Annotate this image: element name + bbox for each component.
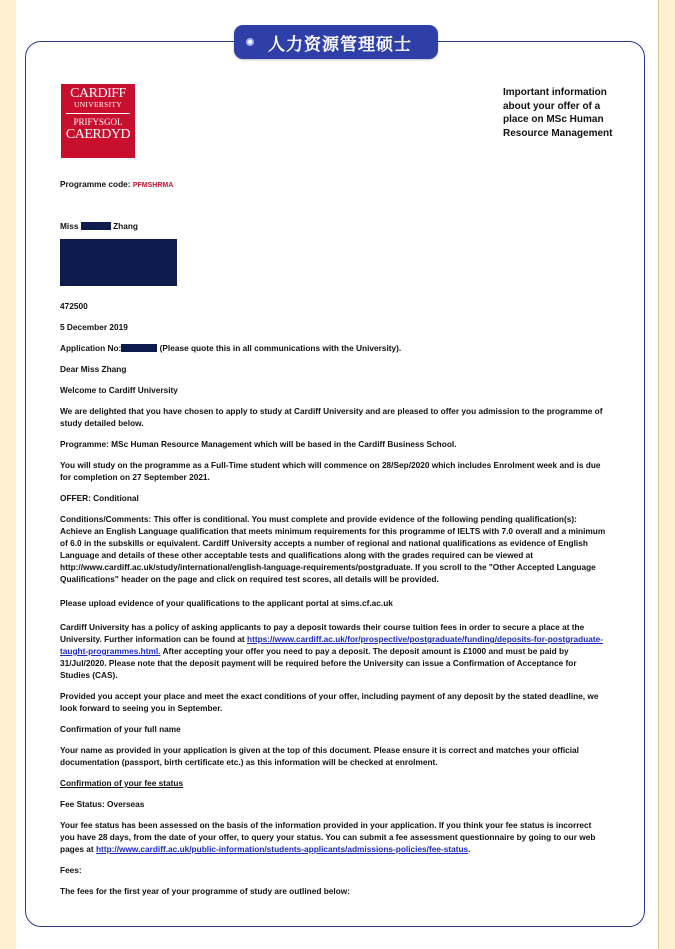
programme-code-label: Programme code:	[60, 179, 131, 189]
logo-line1: CARDIFF	[70, 86, 126, 101]
heading-full-name: Confirmation of your full name	[60, 724, 181, 734]
offer-info-heading: Important information about your offer of a place on MSc Human Resource Management	[503, 87, 613, 139]
redacted-given-name	[81, 222, 111, 230]
letter-date: 5 December 2019	[60, 322, 128, 332]
fee-text-a: Your fee status has been assessed on the basis of the information provided in your application. If you think your fee status is incorrect you have 28 days, from the date of your offer, to query your status. You can submit a fee assessment questionnaire by going to our web pages at	[60, 820, 596, 854]
greeting: Dear Miss Zhang	[60, 364, 127, 374]
recipient-name	[60, 220, 608, 232]
welcome-line: Welcome to Cardiff University	[60, 385, 178, 395]
letter-frame	[25, 41, 645, 927]
paragraph-delighted: We are delighted that you have chosen to apply to study at Cardiff University and are pleased to offer you admission to the programme of study detailed below.	[60, 406, 603, 428]
bullet-icon	[246, 38, 254, 46]
fee-text-end: .	[468, 844, 471, 854]
reference-number: 472500	[60, 301, 88, 311]
paragraph-upload: Please upload evidence of your qualifications to the applicant portal at sims.cf.ac.uk	[60, 598, 393, 608]
fee-status-value: Fee Status: Overseas	[60, 799, 145, 809]
left-margin-strip	[0, 0, 17, 949]
banner-title	[234, 25, 438, 59]
paragraph-fulltime: You will study on the programme as a Full-Time student which will commence on 28/Sep/2020 which includes Enrolment week and is due for completion on 27 September 2021.	[60, 460, 601, 482]
heading-fee-status: Confirmation of your fee status	[60, 778, 184, 788]
logo-line4: CAERDYD	[65, 127, 131, 142]
paragraph-provided: Provided you accept your place and meet the exact conditions of your offer, including payment of any deposit by the stated deadline, we look forward to seeing you in September.	[60, 691, 599, 713]
banner-title-text: 人力资源管理硕士	[268, 34, 412, 55]
paragraph-fee	[60, 819, 608, 855]
recipient-surname: Zhang	[113, 221, 138, 231]
logo-line2: UNIVERSITY	[74, 100, 122, 109]
deposit-text-b: After accepting your offer you need to pay a deposit. The deposit amount is £1000 and must be paid by 31/Jul/2020. Please note that the deposit payment will be required before the University can issue a Confirmation of Acceptance for Studies (CAS).	[60, 646, 577, 680]
logo-divider	[66, 113, 130, 114]
paragraph-conditions: Conditions/Comments: This offer is conditional. You must complete and provide evidence of the following pending qualification(s): Achieve an English Language qualification that meets minimum requirements for this programme of IELTS with 7.0 overall and a minimum of 6.0 in the subskills or equivalent. Cardiff University accepts a number of regional and national qualifications as evidence of English Language and details of these other acceptable tests and qualifications along with the grades required can be viewed at http://www.cardiff.ac.uk/study/international/english-language-requirements/postgraduate. If you scroll to the "Other Accepted Language Qualifications" header on the page and click on required test scores, all details will be provided.	[60, 514, 606, 584]
paragraph-fees: The fees for the first year of your programme of study are outlined below:	[60, 886, 350, 896]
redacted-application-number	[121, 344, 157, 352]
fees-label: Fees:	[60, 865, 82, 875]
paragraph-deposit	[60, 621, 608, 681]
deposit-info-link[interactable]: https://www.cardiff.ac.uk/for/prospective/postgraduate/funding/deposits-for-postgraduate-taught-programmes.html.	[60, 634, 604, 656]
fee-status-link[interactable]: http://www.cardiff.ac.uk/public-information/students-applicants/admissions-policies/fee-status	[95, 844, 469, 854]
application-number-line	[60, 342, 608, 354]
programme-code: PFMSHRMA	[132, 182, 174, 189]
deposit-text-a: Cardiff University has a policy of asking applicants to pay a deposit towards their course tuition fees in order to secure a place at the University. Further information can be found at	[60, 622, 585, 644]
application-label: Application No:	[60, 343, 122, 353]
university-logo	[61, 84, 135, 158]
logo-line3: PRIFYSGOL	[73, 117, 123, 127]
paragraph-programme: Programme: MSc Human Resource Management which will be based in the Cardiff Business School.	[60, 439, 457, 449]
offer-status: OFFER: Conditional	[60, 493, 139, 503]
redacted-address-block	[60, 239, 177, 286]
recipient-salutation: Miss	[60, 221, 79, 231]
programme-code-line	[60, 178, 608, 192]
application-note: (Please quote this in all communications with the University).	[159, 343, 402, 353]
right-margin-strip	[658, 0, 675, 949]
paragraph-name: Your name as provided in your application is given at the top of this document. Please ensure it is correct and matches your official documentation (passport, birth certificate etc.) as this information will be checked at enrolment.	[60, 745, 579, 767]
